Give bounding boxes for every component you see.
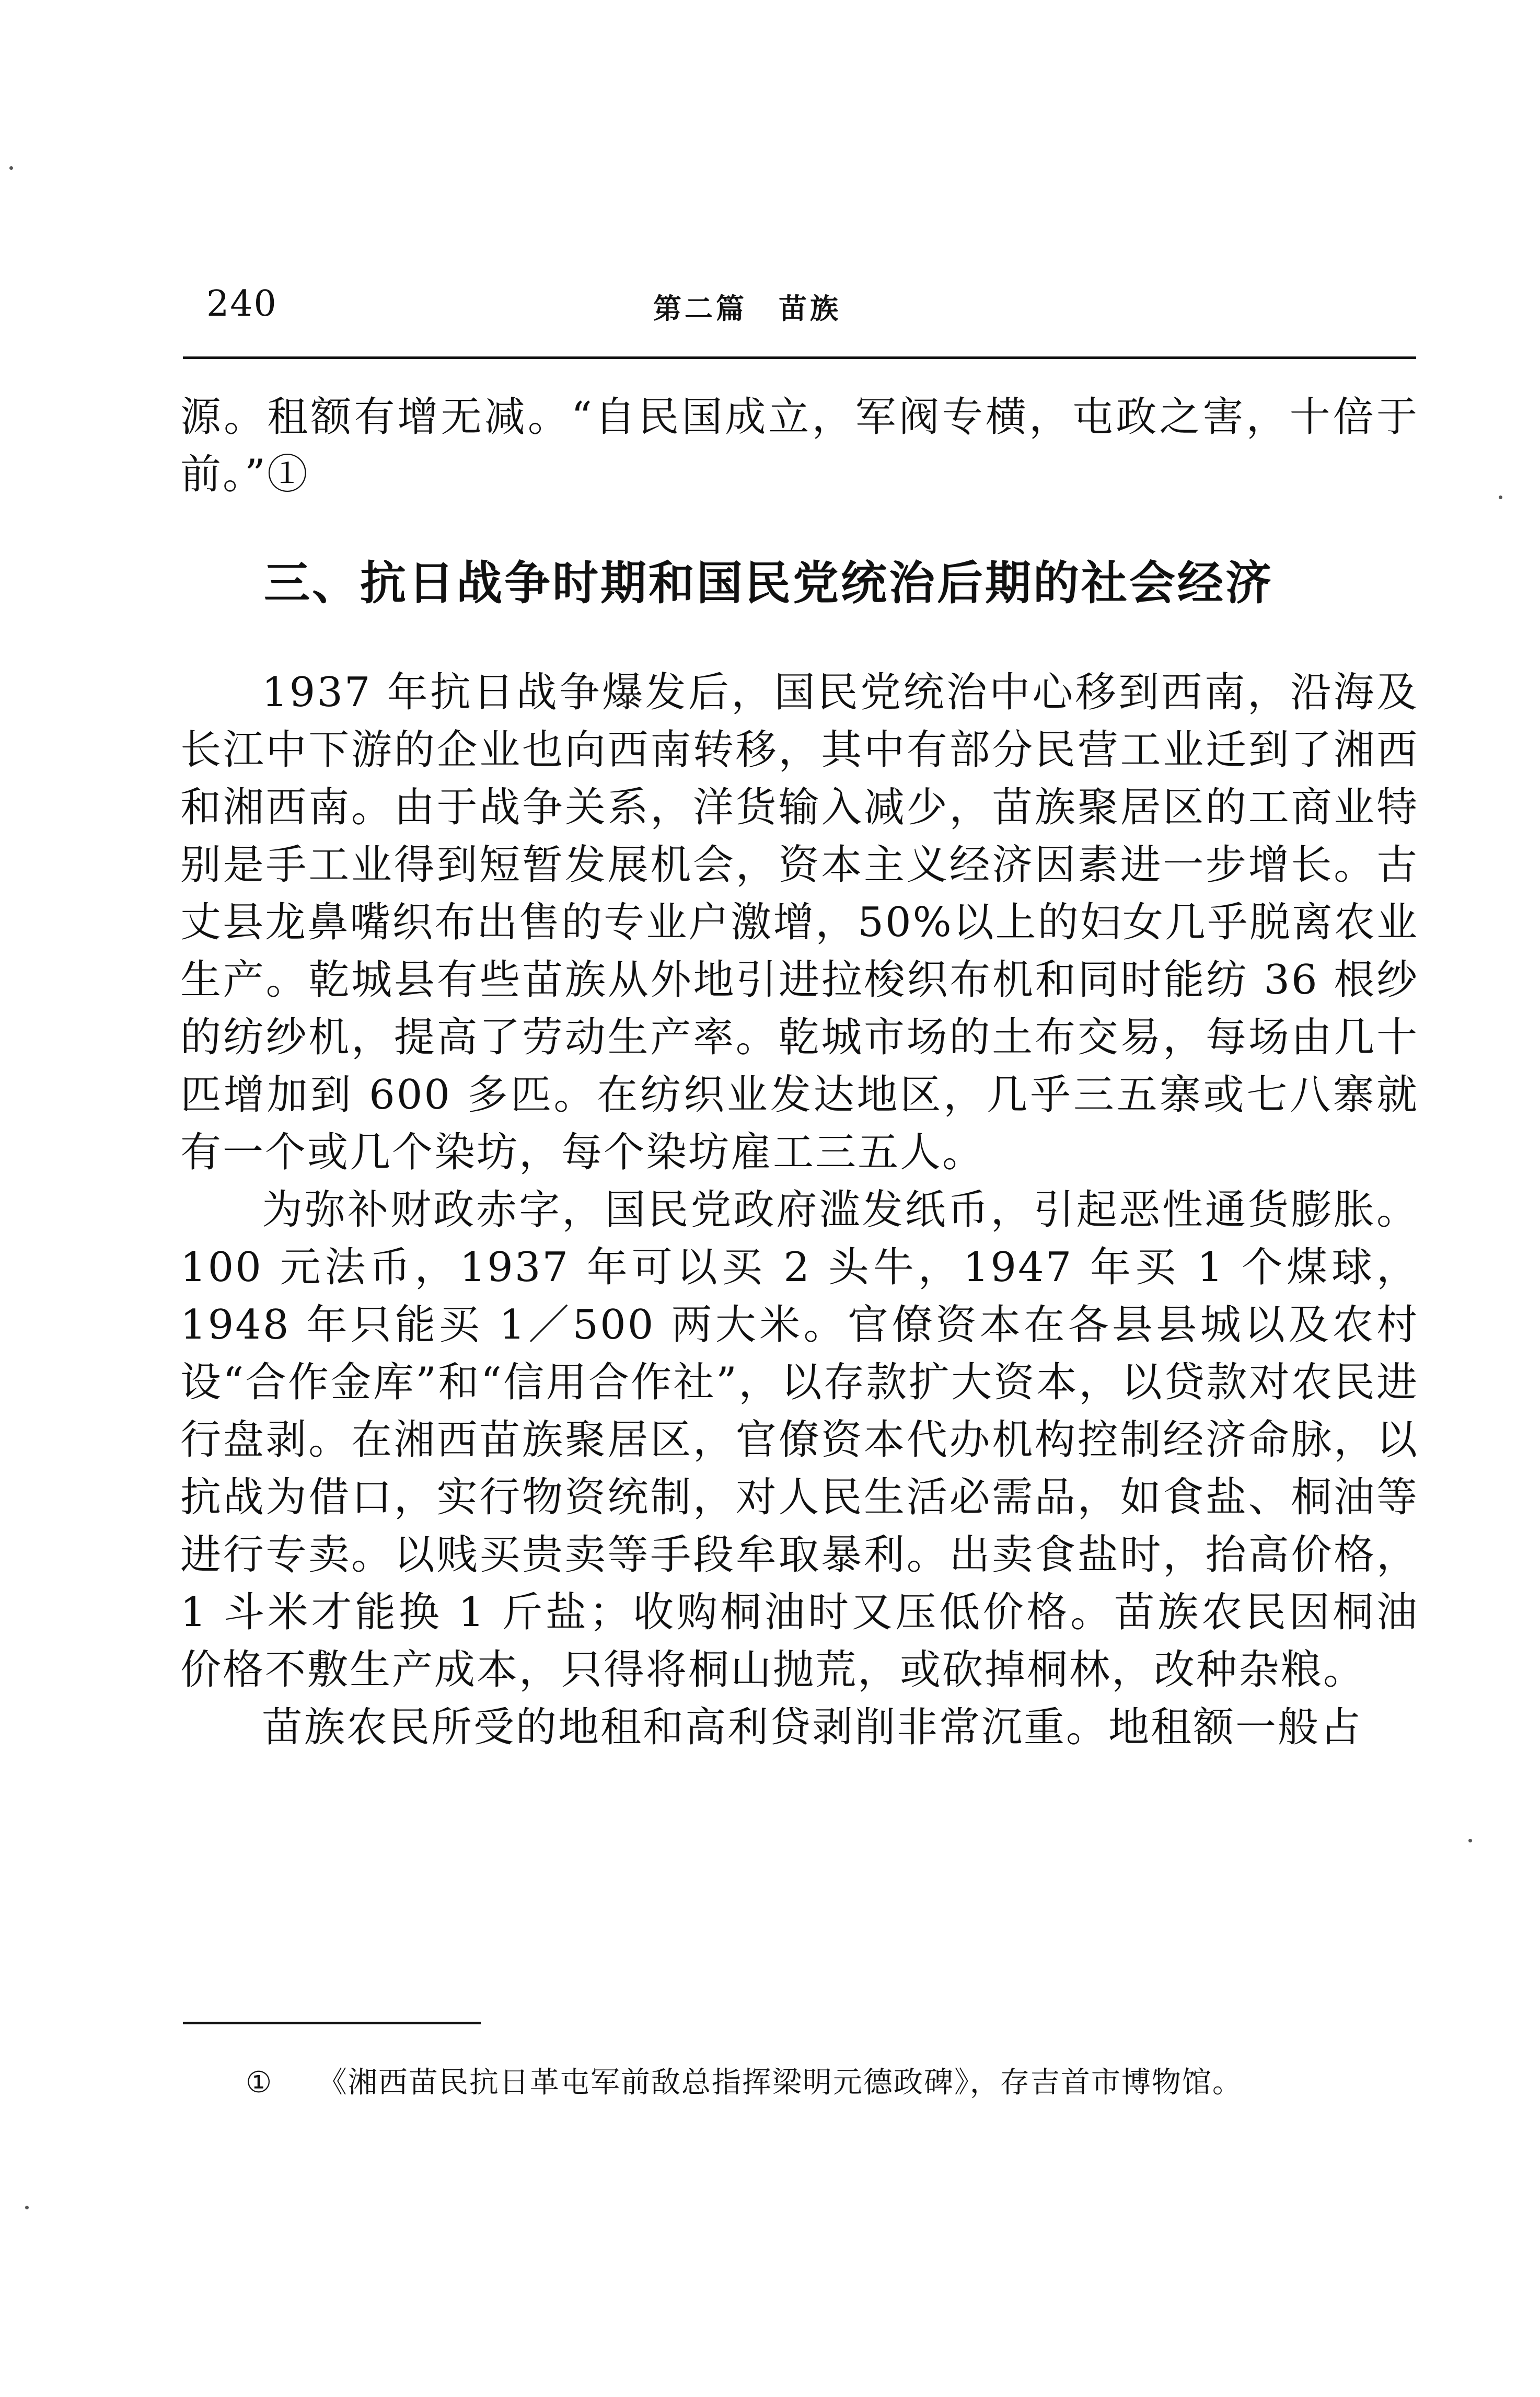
section-heading: 三、抗日战争时期和国民党统治后期的社会经济 [264, 556, 1274, 610]
footnote [246, 2068, 1243, 2098]
running-head: 第二篇 苗族 [653, 292, 841, 325]
scan-speck [1499, 495, 1502, 499]
scan-speck [25, 2206, 29, 2209]
section-body [180, 664, 1419, 1756]
scan-speck [1468, 1839, 1472, 1842]
footnote-text: 《湘西苗民抗日革屯军前敌总指挥梁明元德政碑》，存吉首市博物馆。 [317, 2066, 1243, 2100]
scan-speck [9, 166, 13, 170]
footnote-rule [183, 2022, 481, 2024]
header-rule [183, 356, 1416, 359]
footnote-marker: ① [246, 2066, 273, 2100]
page-number: 240 [206, 283, 277, 325]
body-paragraph-1: 1937 年抗日战争爆发后，国民党统治中心移到西南，沿海及长江中下游的企业也向西南转移，其中有部分民营工业迁到了湘西和湘西南。由于战争关系，洋货输入减少，苗族聚居区的工商业特别是手工业得到短暂发展机会，资本主义经济因素进一步增长。古丈县龙鼻嘴织布出售的专业户激增，50%以上的妇女几乎脱离农业生产。乾城县有些苗族从外地引进拉梭织布机和同时能纺 36 根纱的纺纱机，提高了劳动生产率。乾城市场的土布交易，每场由几十匹增加到 600 多匹。在纺织业发达地区，几乎三五寨或七八寨就有一个或几个染坊，每个染坊雇工三五人。 [180, 669, 1419, 1176]
body-paragraph-2: 为弥补财政赤字，国民党政府滥发纸币，引起恶性通货膨胀。100 元法币，1937 年可以买 2 头牛，1947 年买 1 个煤球，1948 年只能买 1／500 两大米。官僚资本在各县县城以及农村设“合作金库”和“信用合作社”，以存款扩大资本，以贷款对农民进行盘剥。在湘西苗族聚居区，官僚资本代办机构控制经济命脉，以抗战为借口，实行物资统制，对人民生活必需品，如食盐、桐油等进行专卖。以贱买贵卖等手段牟取暴利。出卖食盐时，抬高价格，1 斗米才能换 1 斤盐；收购桐油时又压低价格。苗族农民因桐油价格不敷生产成本，只得将桐山抛荒，或砍掉桐林，改种杂粮。 [180, 1186, 1419, 1693]
body-paragraph-3: 苗族农民所受的地租和高利贷剥削非常沉重。地租额一般占 [262, 1704, 1363, 1751]
continuation-paragraph: 源。租额有增无减。“自民国成立，军阀专横，屯政之害，十倍于前。”① [180, 394, 1419, 498]
